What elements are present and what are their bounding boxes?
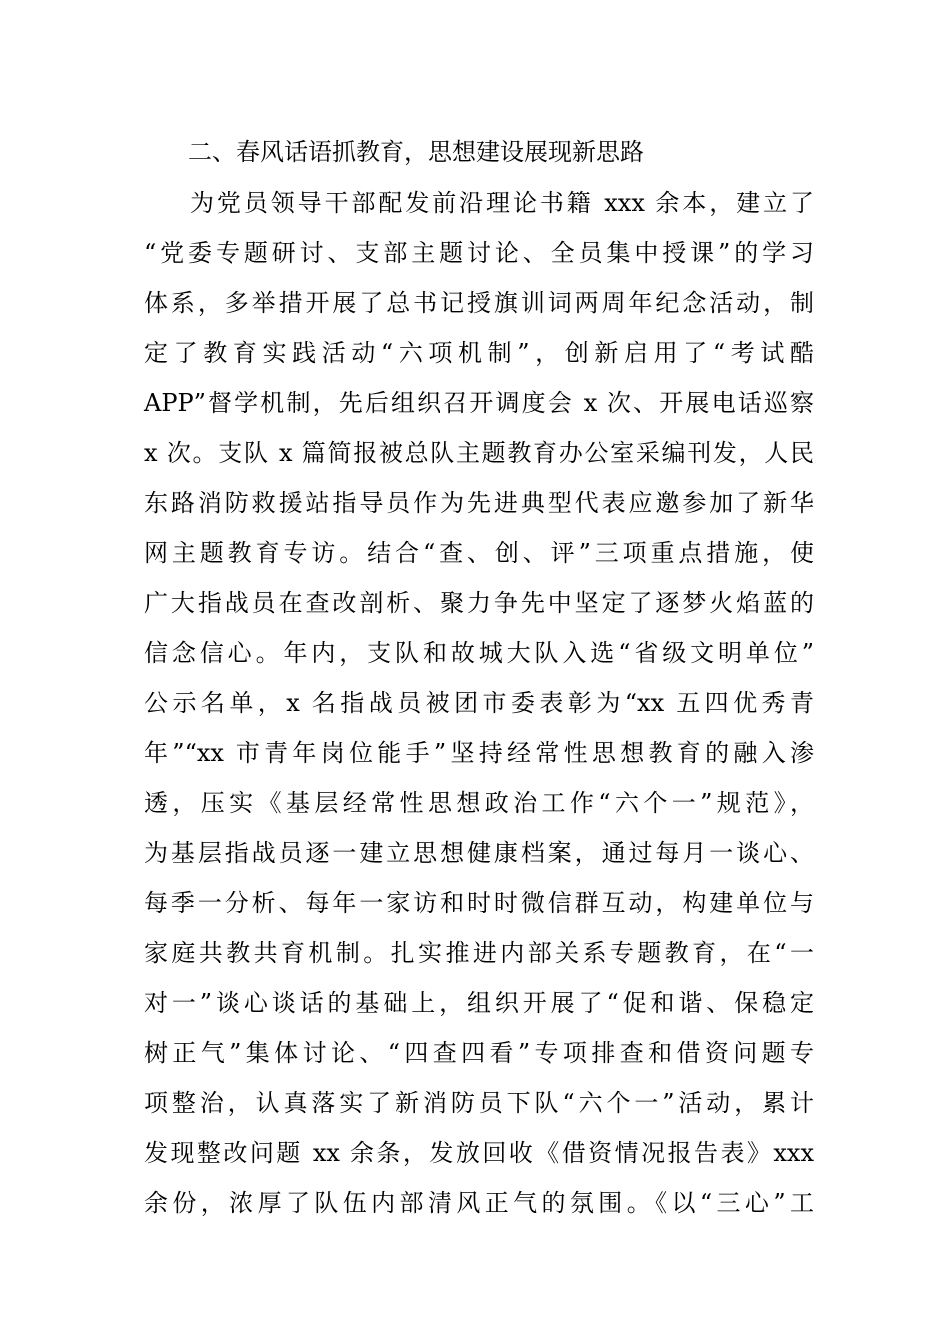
paragraph-line: 信念信心。年内，支队和故城大队入选“省级文明单位” [144, 639, 814, 667]
paragraph-line: 为党员领导干部配发前沿理论书籍 xxx 余本，建立了 [190, 189, 814, 217]
body-paragraph [144, 178, 814, 1228]
paragraph-line: 定了教育实践活动“六项机制”，创新启用了“考试酷 [144, 339, 814, 367]
paragraph-line: 每季一分析、每年一家访和时时微信群互动，构建单位与 [144, 889, 814, 917]
section-heading: 二、春风话语抓教育，思想建设展现新思路 [188, 138, 644, 166]
paragraph-line: 对一”谈心谈话的基础上，组织开展了“促和谐、保稳定 [144, 989, 814, 1017]
paragraph-line: 余份，浓厚了队伍内部清风正气的氛围。《以“三心”工 [144, 1189, 814, 1217]
paragraph-line: APP”督学机制，先后组织召开调度会 x 次、开展电话巡察 [144, 389, 814, 417]
paragraph-line: 东路消防救援站指导员作为先进典型代表应邀参加了新华 [144, 489, 814, 517]
paragraph-line: 家庭共教共育机制。扎实推进内部关系专题教育，在“一 [144, 939, 814, 967]
paragraph-line: 树正气”集体讨论、“四查四看”专项排查和借资问题专 [144, 1039, 814, 1067]
paragraph-line: 透，压实《基层经常性思想政治工作“六个一”规范》， [144, 789, 814, 817]
paragraph-line: 广大指战员在查改剖析、聚力争先中坚定了逐梦火焰蓝的 [144, 589, 814, 617]
paragraph-line: “党委专题研讨、支部主题讨论、全员集中授课”的学习 [144, 239, 814, 267]
paragraph-line: 公示名单，x 名指战员被团市委表彰为“xx 五四优秀青 [144, 689, 814, 717]
paragraph-line: 项整治，认真落实了新消防员下队“六个一”活动，累计 [144, 1089, 814, 1117]
paragraph-line: 体系，多举措开展了总书记授旗训词两周年纪念活动，制 [144, 289, 814, 317]
paragraph-line: 为基层指战员逐一建立思想健康档案，通过每月一谈心、 [144, 839, 814, 867]
paragraph-line: 发现整改问题 xx 余条，发放回收《借资情况报告表》xxx [144, 1139, 814, 1167]
paragraph-line: 年”“xx 市青年岗位能手”坚持经常性思想教育的融入渗 [144, 739, 814, 767]
paragraph-line: 网主题教育专访。结合“查、创、评”三项重点措施，使 [144, 539, 814, 567]
paragraph-line: x 次。支队 x 篇简报被总队主题教育办公室采编刊发，人民 [144, 439, 814, 467]
